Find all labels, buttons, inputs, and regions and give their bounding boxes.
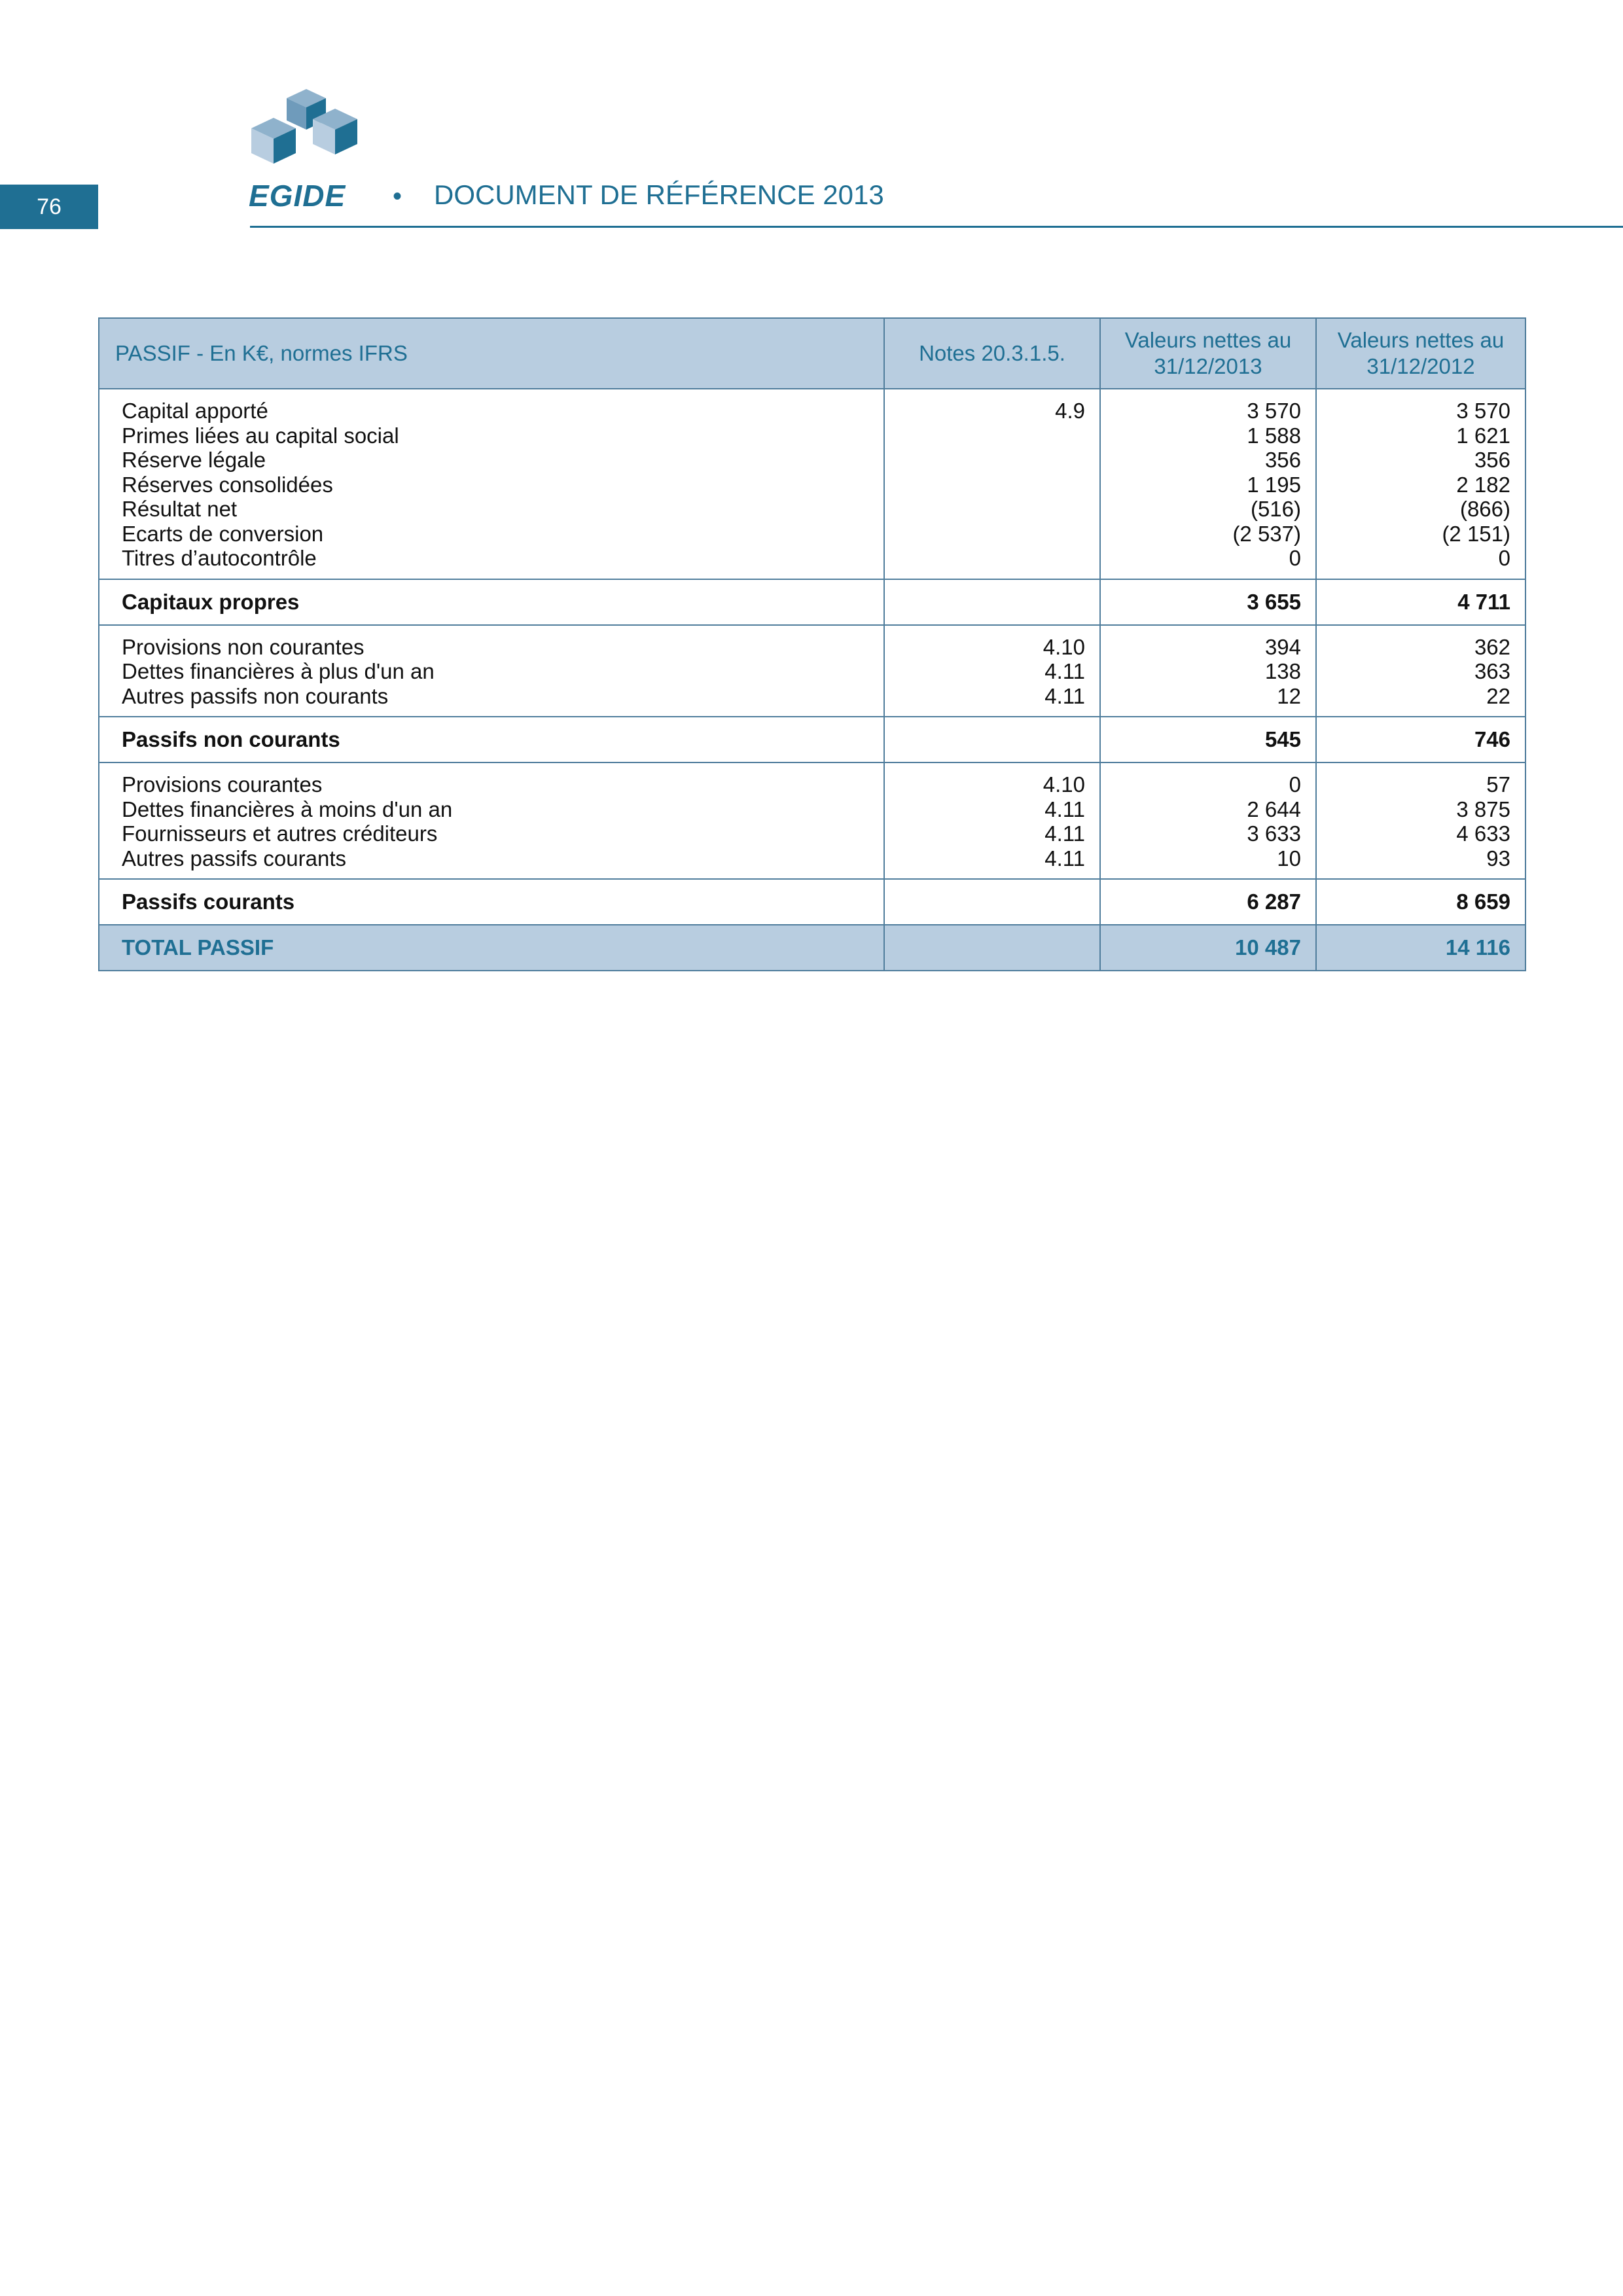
line-item-v2013: 1 195: [1247, 472, 1301, 497]
line-item-label: Réserves consolidées: [122, 472, 333, 497]
line-item-v2013: 394: [1264, 634, 1301, 659]
line-item-note: [891, 448, 1085, 473]
detail-cell-v2013: [1100, 389, 1316, 579]
line-item-label: Dettes financières à plus d'un an: [122, 659, 435, 683]
line-item-v2013: 0: [1289, 546, 1301, 570]
line-item-label: Primes liées au capital social: [122, 423, 399, 448]
line-item-note: [891, 497, 1085, 522]
detail-cell-v2013: [1100, 762, 1316, 879]
total-row: [99, 925, 1525, 971]
detail-cell-label: [99, 389, 884, 579]
line-item-label: Autres passifs courants: [122, 846, 346, 870]
subtotal-cell-v2012: 4 711: [1316, 579, 1525, 625]
detail-cell-label: [99, 762, 884, 879]
line-item-v2012: 22: [1486, 683, 1510, 708]
header-2013-line1: Valeurs nettes au: [1124, 328, 1292, 352]
total-cell-v2012: 14 116: [1316, 925, 1525, 971]
subtotal-cell-v2013: 545: [1100, 717, 1316, 762]
subtotal-cell-empty: [884, 579, 1100, 625]
line-item-note: 4.11: [1044, 846, 1085, 870]
subtotal-row: [99, 579, 1525, 625]
line-item-v2013: 10: [1277, 846, 1301, 870]
line-item-label: Réserve légale: [122, 448, 266, 472]
subtotal-row: [99, 879, 1525, 925]
detail-cell-v2013: [1100, 625, 1316, 717]
line-item-note: [891, 423, 1085, 448]
line-item-v2013: 356: [1264, 448, 1301, 472]
line-item-note: 4.11: [1044, 683, 1085, 708]
header-label: PASSIF - En K€, normes IFRS: [99, 318, 884, 389]
subtotal-cell-v2012: 8 659: [1316, 879, 1525, 925]
total-cell-v2013: 10 487: [1100, 925, 1316, 971]
header-2013-line2: 31/12/2013: [1154, 354, 1262, 378]
subtotal-cell-v2013: 3 655: [1100, 579, 1316, 625]
line-item-note: [891, 546, 1085, 571]
line-item-v2012: (866): [1459, 497, 1510, 521]
line-item-v2013: 0: [1289, 772, 1301, 797]
line-item-v2012: 362: [1474, 634, 1510, 659]
line-item-v2012: 2 182: [1456, 472, 1510, 497]
detail-cell-v2012: [1316, 389, 1525, 579]
document-title: DOCUMENT DE RÉFÉRENCE 2013: [434, 179, 884, 210]
line-item-label: Provisions non courantes: [122, 634, 365, 659]
logo-wordmark: EGIDE: [249, 179, 346, 213]
line-item-v2013: (516): [1250, 497, 1301, 521]
header-2012-line2: 31/12/2012: [1366, 354, 1475, 378]
line-item-v2013: (2 537): [1232, 521, 1301, 546]
header-bullet: •: [393, 182, 402, 211]
header-2012-line1: Valeurs nettes au: [1337, 328, 1505, 352]
line-item-label: Dettes financières à moins d'un an: [122, 797, 453, 821]
detail-cell-note: [884, 625, 1100, 717]
header-notes: Notes 20.3.1.5.: [884, 318, 1100, 389]
line-item-v2012: 0: [1498, 546, 1510, 570]
line-item-v2012: 363: [1474, 659, 1510, 683]
subtotal-cell-v2012: 746: [1316, 717, 1525, 762]
line-item-label: Résultat net: [122, 497, 238, 521]
line-item-v2013: 12: [1277, 683, 1301, 708]
header-divider: [250, 226, 1623, 228]
page-number: 76: [0, 185, 98, 229]
detail-cell-label: [99, 625, 884, 717]
line-item-label: Capital apporté: [122, 399, 268, 423]
detail-cell-v2012: [1316, 625, 1525, 717]
line-item-v2013: 2 644: [1247, 797, 1301, 821]
subtotal-cell-empty: [884, 717, 1100, 762]
total-cell-empty: [884, 925, 1100, 971]
detail-cell-v2012: [1316, 762, 1525, 879]
line-item-note: 4.10: [1043, 634, 1085, 659]
subtotal-cell-label: Passifs non courants: [99, 717, 884, 762]
line-item-note: 4.11: [1044, 659, 1085, 683]
passif-table: [98, 317, 1526, 971]
table-header-row: [99, 318, 1525, 389]
header-2012: [1316, 318, 1525, 389]
line-item-note: 4.11: [1044, 797, 1085, 821]
line-item-v2012: 1 621: [1456, 423, 1510, 448]
line-item-label: Provisions courantes: [122, 772, 323, 797]
line-item-note: 4.11: [1044, 821, 1085, 846]
line-item-v2013: 3 570: [1247, 399, 1301, 423]
line-item-v2013: 138: [1264, 659, 1301, 683]
subtotal-cell-v2013: 6 287: [1100, 879, 1316, 925]
line-item-v2012: 3 875: [1456, 797, 1510, 821]
line-item-v2012: 356: [1474, 448, 1510, 472]
line-item-v2013: 3 633: [1247, 821, 1301, 846]
line-item-label: Ecarts de conversion: [122, 521, 324, 546]
subtotal-cell-empty: [884, 879, 1100, 925]
detail-cell-note: [884, 389, 1100, 579]
subtotal-row: [99, 717, 1525, 762]
header-2013: [1100, 318, 1316, 389]
group-detail-row: [99, 389, 1525, 579]
group-detail-row: [99, 625, 1525, 717]
total-cell-label: TOTAL PASSIF: [99, 925, 884, 971]
line-item-v2012: 3 570: [1456, 399, 1510, 423]
line-item-label: Autres passifs non courants: [122, 683, 389, 708]
line-item-v2012: 93: [1486, 846, 1510, 870]
line-item-v2012: 57: [1486, 772, 1510, 797]
subtotal-cell-label: Passifs courants: [99, 879, 884, 925]
group-detail-row: [99, 762, 1525, 879]
line-item-note: [891, 522, 1085, 547]
line-item-v2012: 4 633: [1456, 821, 1510, 846]
line-item-note: 4.10: [1043, 772, 1085, 797]
detail-cell-note: [884, 762, 1100, 879]
line-item-label: Titres d’autocontrôle: [122, 546, 317, 570]
line-item-v2013: 1 588: [1247, 423, 1301, 448]
subtotal-cell-label: Capitaux propres: [99, 579, 884, 625]
line-item-note: [891, 473, 1085, 497]
line-item-v2012: (2 151): [1442, 521, 1510, 546]
line-item-note: 4.9: [1055, 399, 1085, 423]
line-item-label: Fournisseurs et autres créditeurs: [122, 821, 438, 846]
